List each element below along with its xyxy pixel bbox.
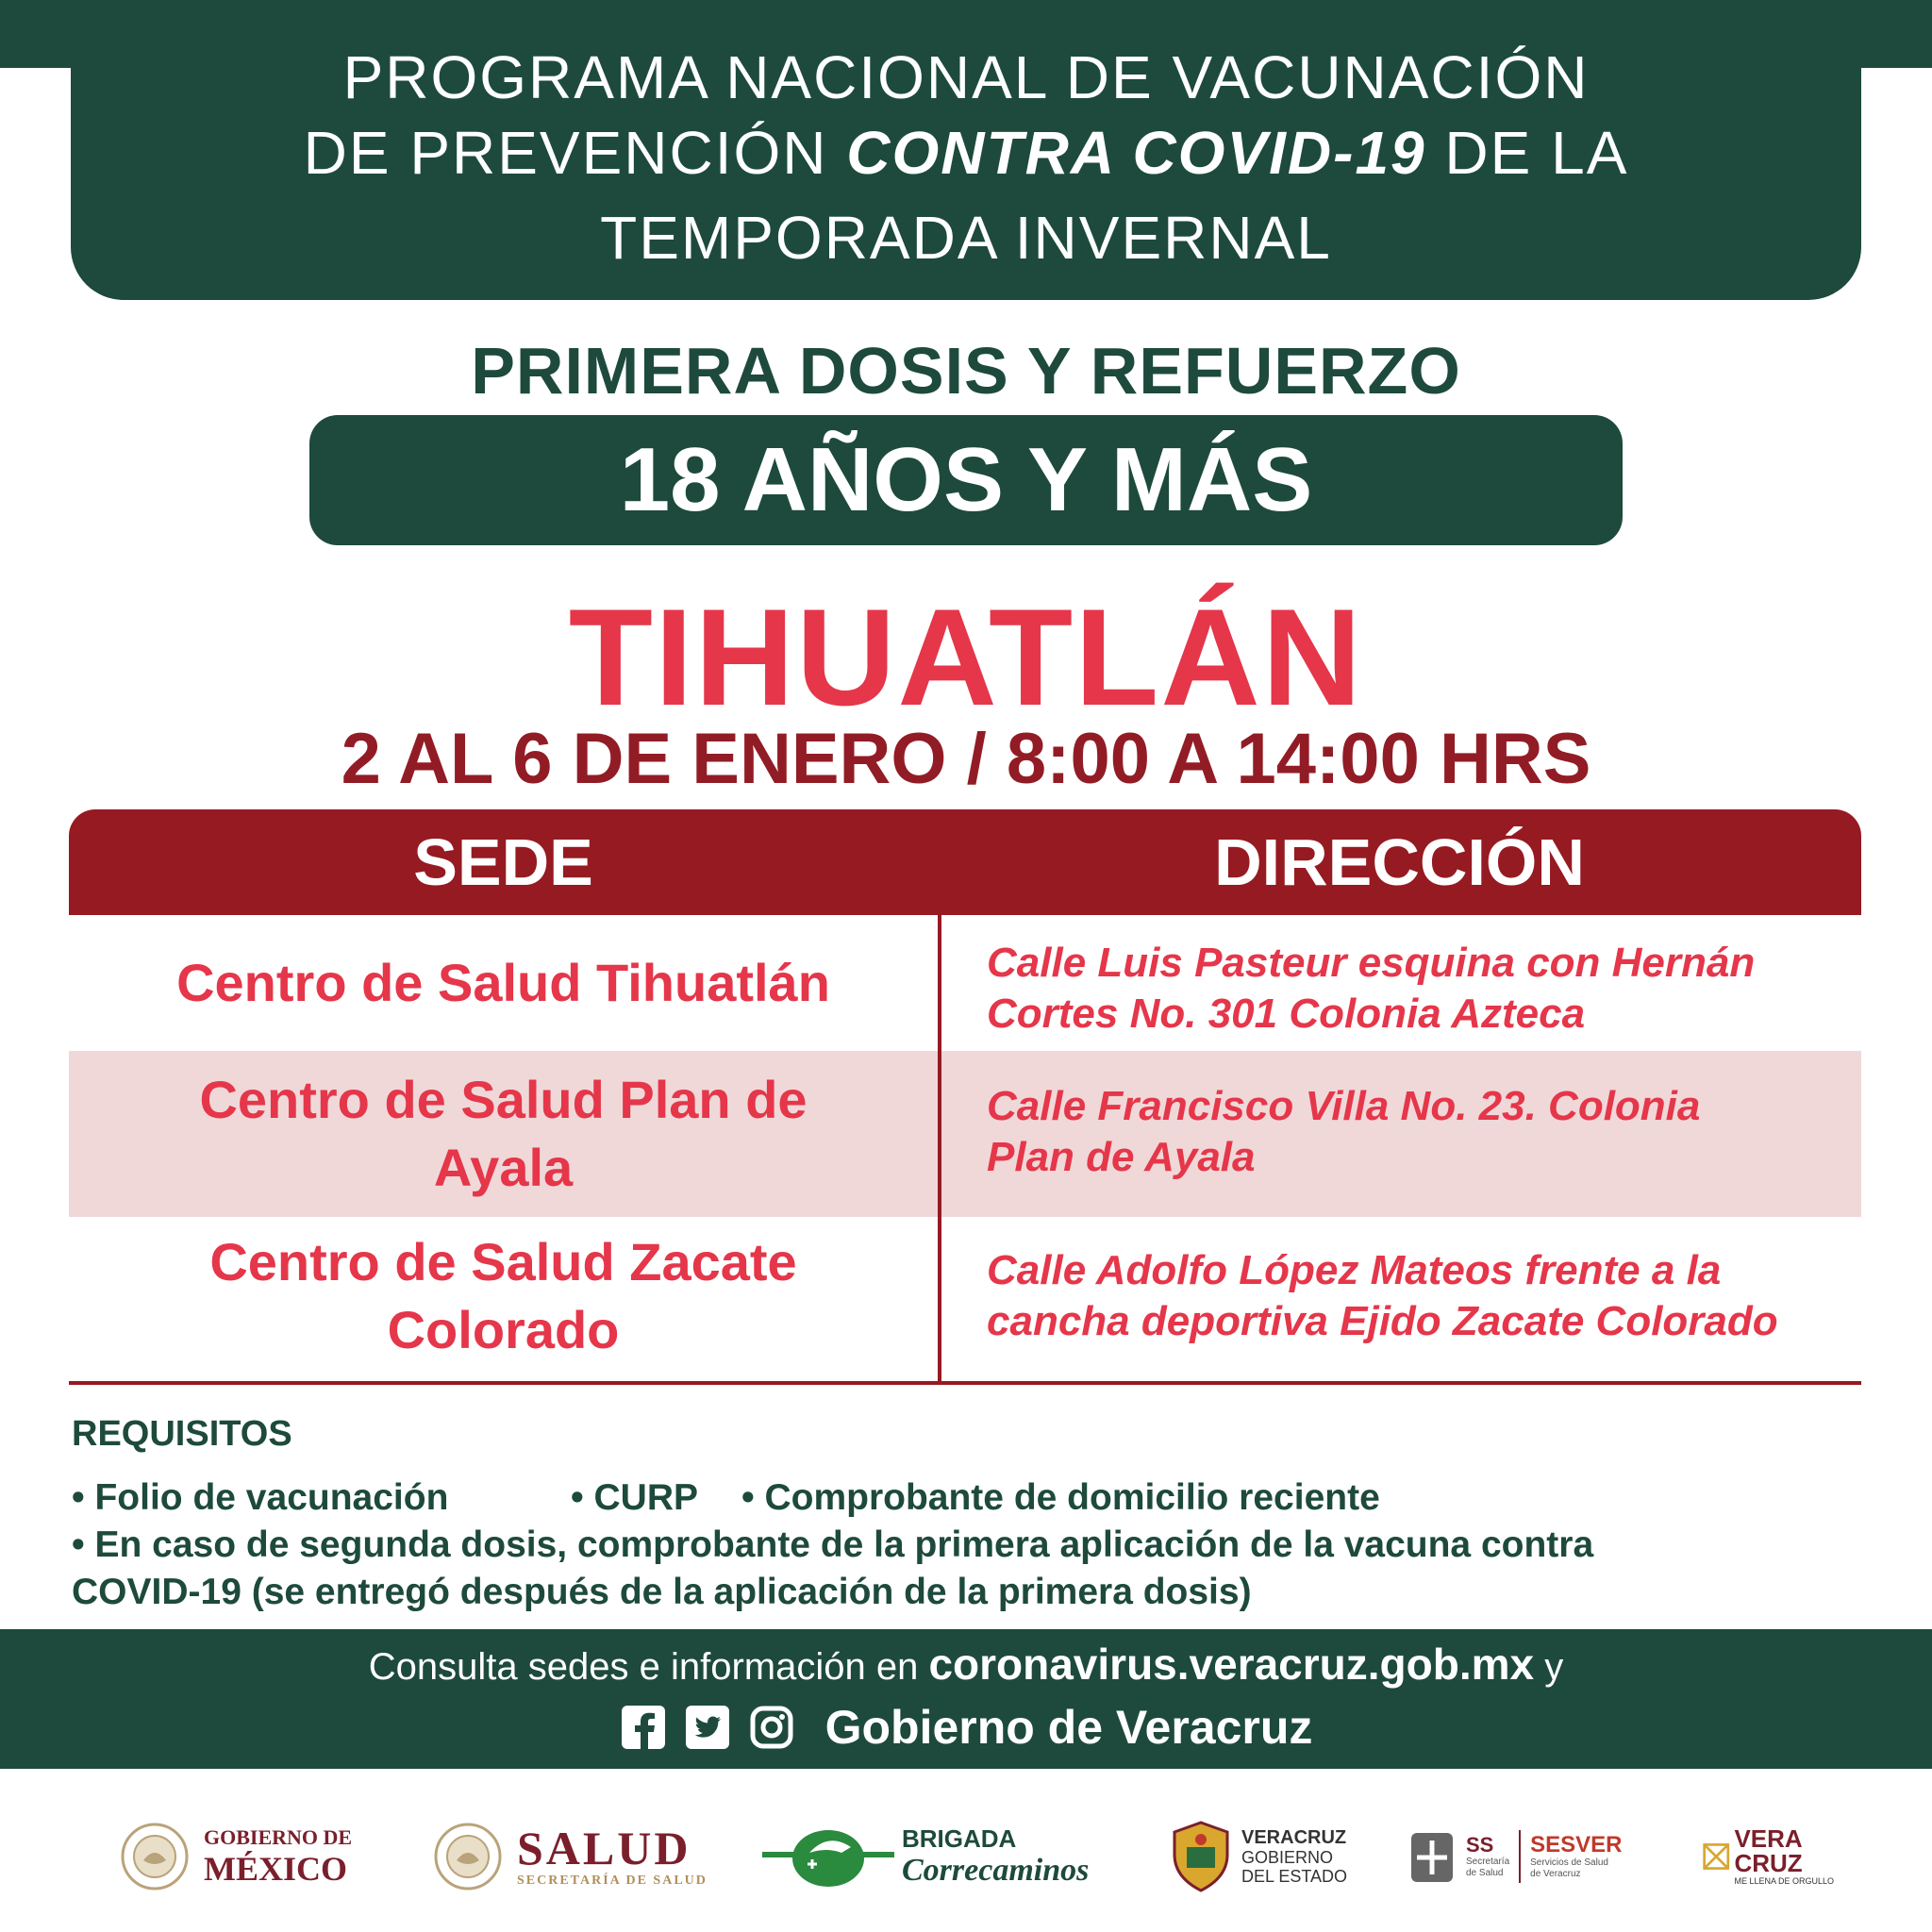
veracruz-orgullo-logo: VERA CRUZ ME LLENA DE ORGULLO <box>1702 1819 1834 1894</box>
requirement-item: COVID-19 (se entregó después de la aplicación de la primera dosis) <box>72 1572 1252 1612</box>
requirement-item: • En caso de segunda dosis, comprobante de la primera aplicación de la vacuna contra <box>72 1524 1594 1565</box>
website-link[interactable]: coronavirus.veracruz.gob.mx <box>928 1640 1535 1689</box>
column-header-direccion: DIRECCIÓN <box>1214 825 1585 899</box>
dose-subtitle: PRIMERA DOSIS Y REFUERZO <box>471 334 1461 408</box>
requirement-item: • Comprobante de domicilio reciente <box>741 1477 1380 1518</box>
ss-shield-icon <box>1404 1824 1460 1890</box>
table-row-sede: Centro de Salud Zacate <box>209 1232 797 1291</box>
instagram-icon[interactable] <box>748 1704 795 1751</box>
header-line-1: PROGRAMA NACIONAL DE VACUNACIÓN <box>342 43 1590 111</box>
gobierno-mexico-logo: GOBIERNO DE MÉXICO <box>115 1819 379 1894</box>
consulta-text: Consulta sedes e información en coronavirus.veracruz.gob.mx y <box>368 1640 1564 1689</box>
header-line-3: TEMPORADA INVERNAL <box>600 204 1332 272</box>
veracruz-pattern-icon <box>1702 1835 1730 1878</box>
column-divider <box>938 915 941 1383</box>
brigada-correcaminos-logo: BRIGADA Correcaminos <box>762 1819 1121 1894</box>
national-seal-icon <box>115 1819 194 1894</box>
column-header-sede: SEDE <box>413 825 593 899</box>
table-row-sede: Centro de Salud Plan de <box>199 1070 808 1129</box>
table-row-direccion: Cortes No. 301 Colonia Azteca <box>987 991 1586 1037</box>
table-bottom-line <box>69 1381 1861 1385</box>
facebook-icon[interactable] <box>620 1704 667 1751</box>
roadrunner-icon <box>762 1819 894 1894</box>
age-badge-text: 18 AÑOS Y MÁS <box>619 429 1313 530</box>
veracruz-shield-icon <box>1168 1819 1234 1894</box>
table-row-direccion: Calle Francisco Villa No. 23. Colonia <box>987 1083 1701 1129</box>
requirement-item: • Folio de vacunación <box>72 1477 449 1518</box>
requirement-item: • CURP <box>571 1477 698 1518</box>
table-row-direccion: cancha deportiva Ejido Zacate Colorado <box>987 1298 1778 1344</box>
table-row-sede: Ayala <box>433 1138 574 1197</box>
header-line-2: DE PREVENCIÓN CONTRA COVID-19 DE LA <box>303 119 1629 187</box>
requirements-title: REQUISITOS <box>72 1414 292 1454</box>
salud-seal-icon <box>428 1819 508 1894</box>
table-row-direccion: Calle Adolfo López Mateos frente a la <box>987 1247 1722 1293</box>
ss-sesver-logo: SS Secretaría de Salud SESVER Servicios de Salud de Veracruz <box>1404 1819 1649 1894</box>
table-row-sede: Centro de Salud Tihuatlán <box>176 953 830 1012</box>
salud-logo: SALUD SECRETARÍA DE SALUD <box>428 1819 711 1894</box>
city-title: TIHUATLÁN <box>568 580 1364 734</box>
veracruz-gobierno-logo: VERACRUZ GOBIERNO DEL ESTADO <box>1168 1819 1375 1894</box>
social-label: Gobierno de Veracruz <box>824 1701 1313 1754</box>
table-row-sede: Colorado <box>387 1300 620 1359</box>
table-row-direccion: Calle Luis Pasteur esquina con Hernán <box>987 940 1756 986</box>
table-row-direccion: Plan de Ayala <box>987 1134 1256 1180</box>
social-row <box>0 1698 1932 1757</box>
twitter-icon[interactable] <box>684 1704 731 1751</box>
date-time: 2 AL 6 DE ENERO / 8:00 A 14:00 HRS <box>341 719 1591 799</box>
